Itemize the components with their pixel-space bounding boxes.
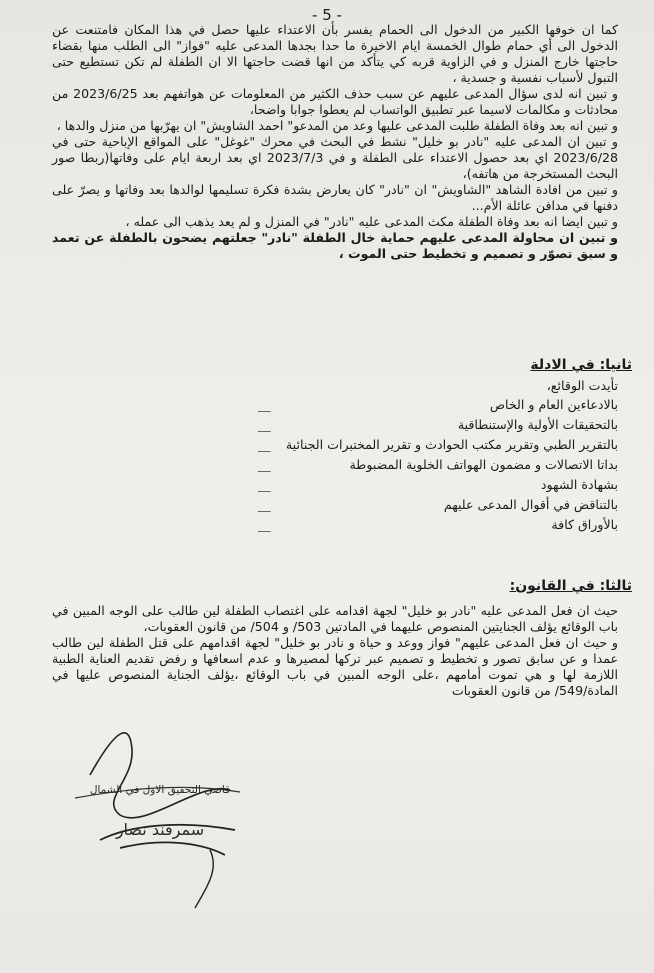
evidence-item bbox=[258, 517, 618, 537]
evidence-list bbox=[258, 378, 618, 537]
evidence-item-text: بداتا الاتصالات و مضمون الهواتف الخلوية المضبوطة bbox=[349, 457, 618, 472]
evidence-dash: __ bbox=[258, 517, 271, 532]
page-number: - 5 - bbox=[312, 6, 342, 24]
evidence-dash: __ bbox=[258, 437, 271, 452]
evidence-lead: تأيدت الوقائع، bbox=[546, 378, 618, 393]
facts-paragraph: كما ان خوفها الكبير من الدخول الى الحمام يفسر بأن الاعتداء عليها حصل في هذا المكان فامتنعت عن الدخول الى أي حمام طوال الخمسة ايام الاخيرة ما حدا بجدها المدعى عليه "فواز" الى الطلب منها بقضاء حاجتها خارج المنزل و في الزاوية قربه كي يتأكد من انها قضت حاجتها الا ان الطفلة لم تكن تستطيع حتى التبول لأسباب نفسية و جسدية ، bbox=[52, 22, 618, 85]
signature-name: سمرقند نصار bbox=[115, 820, 205, 839]
law-section bbox=[52, 603, 618, 699]
evidence-item-text: بالتناقض في أقوال المدعى عليهم bbox=[443, 497, 618, 512]
facts-paragraph: و تبين انه بعد وفاة الطفلة طلبت المدعى عليها وعد من المدعو" احمد الشاويش" ان يهرّبها من منزل والدها ، bbox=[56, 118, 618, 133]
law-paragraph: و حيث ان فعل المدعى عليهم" فواز ووعد و حياة و نادر بو خليل" لجهة اقدامهم على قتل الطفلة لين طالب عمدا و عن سابق تصور و تخطيط و تصميم عبر تركها لمصيرها و عدم اسعافها و رفض تقديم العناية الطبية اللازمة لها و هي تموت أمامهم ،على الوجه المبين في باب الوقائع ،يؤلف الجناية المنصوص عليها في المادة/549/ من قانون العقوبات bbox=[52, 635, 618, 698]
evidence-dash: __ bbox=[258, 457, 271, 472]
evidence-item-text: بالادعاءين العام و الخاص bbox=[489, 397, 618, 412]
evidence-item-text: بالأوراق كافة bbox=[551, 517, 618, 532]
evidence-dash: __ bbox=[258, 417, 271, 432]
facts-paragraph: و تبين ان المدعى عليه "نادر بو خليل" نشط في البحث في محرك "غوغل" على المواقع الإباحية حتى في 2023/6/28 اي بعد حصول الاعتداء على الطفلة و في 2023/7/3 اي بعد اربعة ايام على وفاتها(ربطا صور البحث المستخرجة من هاتفه)، bbox=[52, 134, 618, 181]
evidence-item bbox=[258, 417, 618, 437]
signature-stamp bbox=[60, 720, 250, 910]
evidence-item-text: بالتقرير الطبي وتقرير مكتب الحوادث و تقرير المختبرات الجنائية bbox=[285, 437, 618, 452]
evidence-item bbox=[258, 477, 618, 497]
facts-conclusion: و تبين ان محاولة المدعى عليهم حماية خال الطفلة "نادر" جعلتهم يضحون بالطفلة عن تعمد و سبق تصوّر و تصميم و تخطيط حتى الموت ، bbox=[52, 230, 618, 261]
facts-paragraph: و تبين ايضا انه بعد وفاة الطفلة مكث المدعى عليه "نادر" في المنزل و لم يعد يذهب الى عمله ، bbox=[125, 214, 618, 229]
facts-paragraph: و تبين انه لدى سؤال المدعى عليهم عن سبب حذف الكثير من المعلومات عن هواتفهم بعد 2023/6/25 من محادثات و مكالمات لاسيما عبر تطبيق الواتساب لم يعطوا جوابا واضحا، bbox=[52, 86, 618, 117]
law-title: ثالثا: في القانون: bbox=[509, 578, 632, 594]
evidence-item bbox=[258, 437, 618, 457]
evidence-item-text: بالتحقيقات الأولية والإستنطاقية bbox=[457, 417, 618, 432]
evidence-dash: __ bbox=[258, 477, 271, 492]
evidence-item-text: بشهادة الشهود bbox=[540, 477, 618, 492]
law-paragraph: حيث ان فعل المدعى عليه "نادر بو خليل" لجهة اقدامه على اغتصاب الطفلة لين طالب على الوجه المبين في باب الوقائع يؤلف الجنايتين المنصوص عليهما في المادتين 503/ و 504/ من قانون العقوبات، bbox=[52, 603, 618, 634]
evidence-item bbox=[258, 397, 618, 417]
facts-paragraph: و تبين من افادة الشاهد "الشاويش" ان "نادر" كان يعارض بشدة فكرة تسليمها لوالدها بعد وفاتها و يصرّ على دفنها في مدافن عائلة الأم... bbox=[52, 182, 618, 213]
evidence-item bbox=[258, 497, 618, 517]
evidence-dash: __ bbox=[258, 397, 271, 412]
evidence-dash: __ bbox=[258, 497, 271, 512]
evidence-item bbox=[258, 457, 618, 477]
evidence-title: ثانيا: في الادلة bbox=[530, 357, 632, 373]
facts-section bbox=[52, 22, 618, 262]
signature-title: قاضي التحقيق الاول في الشمال bbox=[89, 784, 231, 796]
